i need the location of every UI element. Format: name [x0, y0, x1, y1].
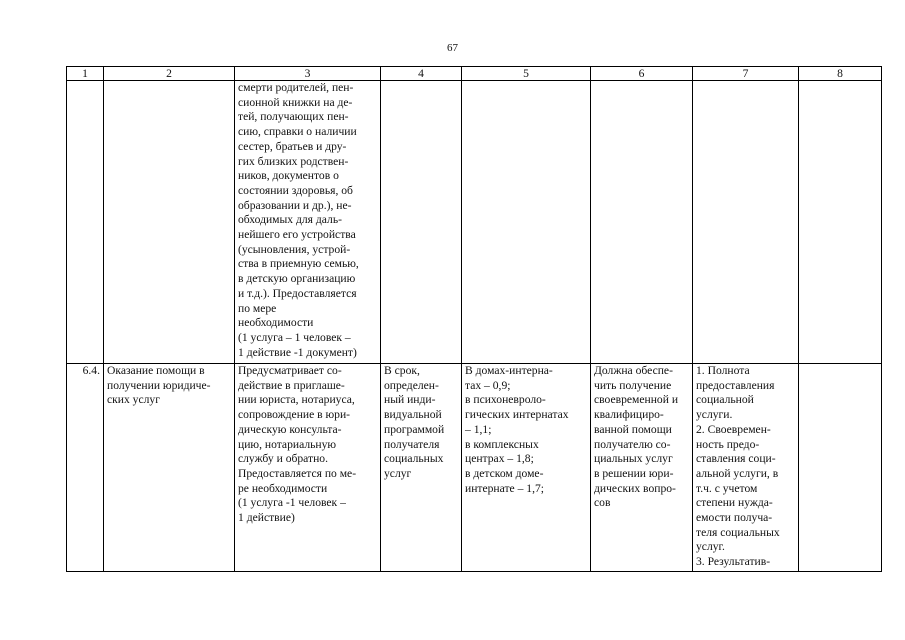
service-norm-cell: В домах-интерна- тах – 0,9; в психоневроло- гических интернатах – 1,1; в комплексных центрах – 1,8; в детском доме- интернате – 1,7;: [462, 364, 591, 572]
services-table: [66, 66, 882, 572]
service-name-cell: [104, 81, 235, 364]
service-quality-cell: [591, 81, 693, 364]
service-name-cell: Оказание помощи в получении юридиче- ских услуг: [104, 364, 235, 572]
column-header-4: 4: [381, 67, 462, 81]
table-row: [67, 364, 882, 572]
column-header-6: 6: [591, 67, 693, 81]
row-number-cell: [67, 81, 104, 364]
column-header-5: 5: [462, 67, 591, 81]
service-quality-cell: Должна обеспе- чить получение своевременной и квалифициро- ванной помощи получателю со- циальных услуг в решении юри- дических вопро- сов: [591, 364, 693, 572]
service-indicators-cell: 1. Полнота предоставления социальной услуги. 2. Своевремен- ность предо- ставления соци- альной услуги, в т.ч. с учетом степени нужда- емости получа- теля социальных услуг. 3. Результатив-: [693, 364, 799, 572]
column-header-2: 2: [104, 67, 235, 81]
page-number: 67: [447, 42, 458, 54]
service-description-cell: Предусматривает со- действие в приглаше- нии юриста, нотариуса, сопровождение в юри- дическую консульта- цию, нотариальную службу и обратно. Предоставляется по ме- ре необходимости (1 услуга -1 человек – 1 действие): [235, 364, 381, 572]
column-header-1: 1: [67, 67, 104, 81]
service-term-cell: [381, 81, 462, 364]
service-notes-cell: [799, 81, 882, 364]
table-row: [67, 81, 882, 364]
service-notes-cell: [799, 364, 882, 572]
service-term-cell: В срок, определен- ный инди- видуальной программой получателя социальных услуг: [381, 364, 462, 572]
row-number-cell: 6.4.: [67, 364, 104, 572]
service-norm-cell: [462, 81, 591, 364]
service-indicators-cell: [693, 81, 799, 364]
table-header-row: [67, 67, 882, 81]
column-header-7: 7: [693, 67, 799, 81]
service-description-cell: смерти родителей, пен- сионной книжки на де- тей, получающих пен- сию, справки о наличии сестер, братьев и дру- гих близких родствен- ников, документов о состоянии здоровья, об образовании и др.), не- обходимых для даль- нейшего его устройства (усыновления, устрой- ства в приемную семью, в детскую организацию и т.д.). Предоставляется по мере необходимости (1 услуга – 1 человек – 1 действие -1 документ): [235, 81, 381, 364]
column-header-3: 3: [235, 67, 381, 81]
column-header-8: 8: [799, 67, 882, 81]
